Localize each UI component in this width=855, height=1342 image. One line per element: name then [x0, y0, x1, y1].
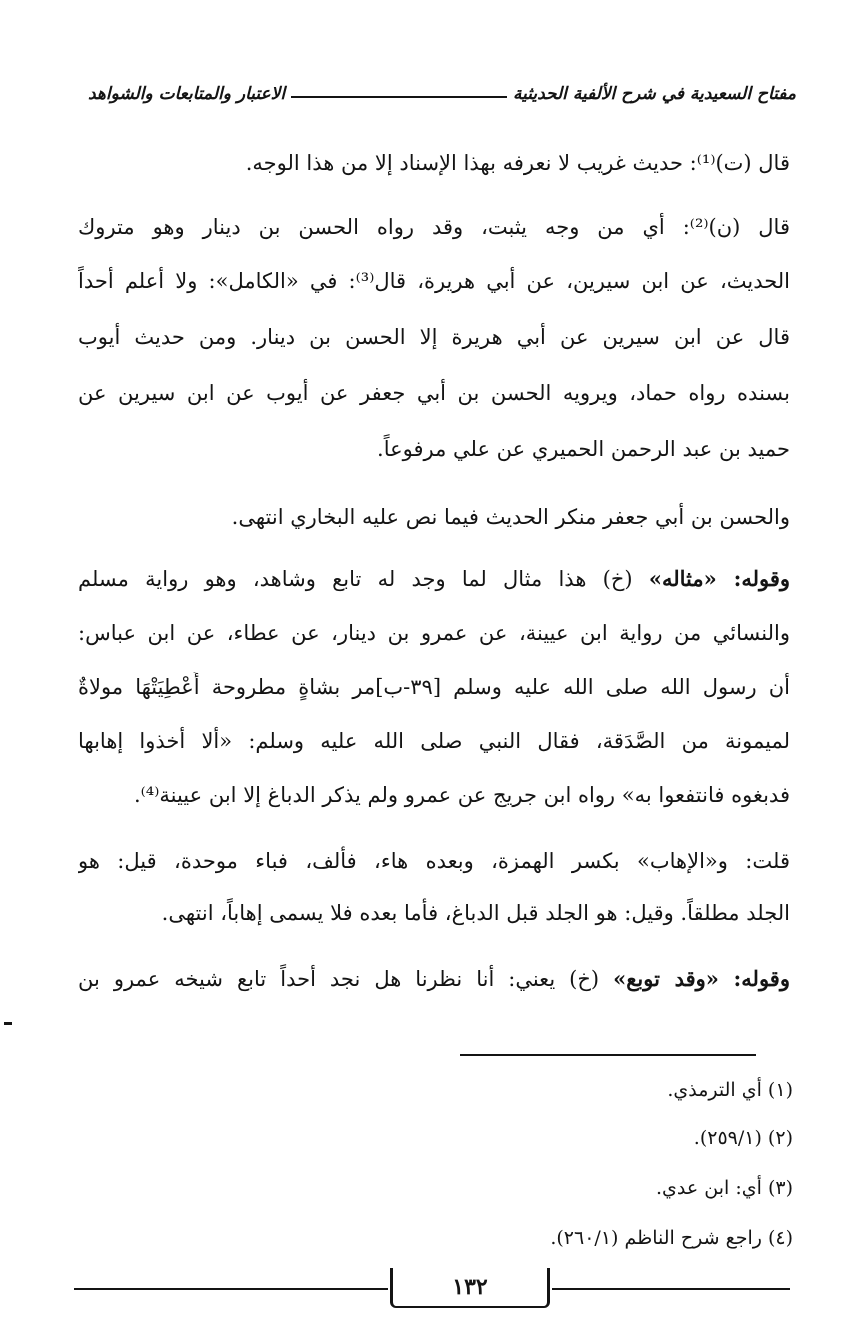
- page-number: ١٣٢: [390, 1268, 550, 1308]
- footnote: (٤) راجع شرح الناظم (٢٦٠/١).: [550, 1227, 793, 1249]
- text-line: حميد بن عبد الرحمن الحميري عن علي مرفوعاً.: [377, 437, 790, 461]
- footnote: (١) أي الترمذي.: [667, 1079, 793, 1101]
- text-line: قلت: و«الإهاب» بكسر الهمزة، وبعده هاء، فألف، فباء موحدة، قيل: هو: [78, 849, 790, 873]
- text-run: (خ) هذا مثال لما وجد له تابع وشاهد، وهو رواية مسلم: [78, 567, 633, 591]
- book-title: مفتاح السعيدية في شرح الألفية الحديثية: [513, 84, 796, 104]
- text-line: قال (ن)⁽²⁾: أي من وجه يثبت، وقد رواه الحسن بن دينار وهو متروك: [78, 215, 790, 239]
- text-line: لميمونة من الصَّدَقة، فقال النبي صلى الله عليه وسلم: «ألا أخذوا إهابها: [78, 729, 790, 753]
- page-footer: [74, 1268, 790, 1310]
- quoted-term: وقوله: «وقد توبع»: [613, 966, 790, 991]
- text-line: قال عن ابن سيرين عن أبي هريرة إلا الحسن بن دينار. ومن حديث أيوب: [78, 325, 790, 349]
- text-line: والحسن بن أبي جعفر منكر الحديث فيما نص عليه البخاري انتهى.: [231, 505, 790, 529]
- text-line: [78, 964, 790, 994]
- footer-rule-left: [74, 1288, 388, 1290]
- footnote-separator: [460, 1054, 756, 1056]
- text-line: [78, 564, 790, 594]
- running-header: [88, 84, 796, 104]
- text-line: الحديث، عن ابن سيرين، عن أبي هريرة، قال⁽³⁾: في «الكامل»: ولا أعلم أحداً: [78, 269, 790, 293]
- footer-rule-right: [552, 1288, 790, 1290]
- text-line: الجلد مطلقاً. وقيل: هو الجلد قبل الدباغ، فأما بعده فلا يسمى إهاباً، انتهى.: [161, 901, 790, 925]
- section-title: الاعتبار والمتابعات والشواهد: [88, 84, 286, 104]
- footnote: (٢) (٢٥٩/١).: [693, 1127, 793, 1149]
- text-line: بسنده رواه حماد، ويرويه الحسن بن أبي جعفر عن أيوب عن ابن سيرين عن: [78, 381, 790, 405]
- text-line: فدبغوه فانتفعوا به» رواه ابن جريج عن عمرو ولم يذكر الدباغ إلا ابن عيينة⁽⁴⁾.: [133, 783, 790, 807]
- header-rule: [291, 96, 507, 98]
- text-line: والنسائي من رواية ابن عيينة، عن عمرو بن دينار، عن عطاء، عن ابن عباس:: [78, 621, 790, 645]
- text-line: قال (ت)⁽¹⁾: حديث غريب لا نعرفه بهذا الإسناد إلا من هذا الوجه.: [245, 151, 790, 175]
- quoted-term: وقوله: «مثاله»: [648, 566, 790, 591]
- footnote: (٣) أي: ابن عدي.: [656, 1177, 793, 1199]
- text-line: أن رسول الله صلى الله عليه وسلم [٣٩-ب]مر بشاةٍ مطروحة أُعْطِيَتْهَا مولاةٌ: [78, 675, 790, 699]
- text-run: (خ) يعني: أنا نظرنا هل نجد أحداً تابع شيخه عمرو بن: [78, 967, 600, 991]
- margin-mark: [4, 1022, 12, 1025]
